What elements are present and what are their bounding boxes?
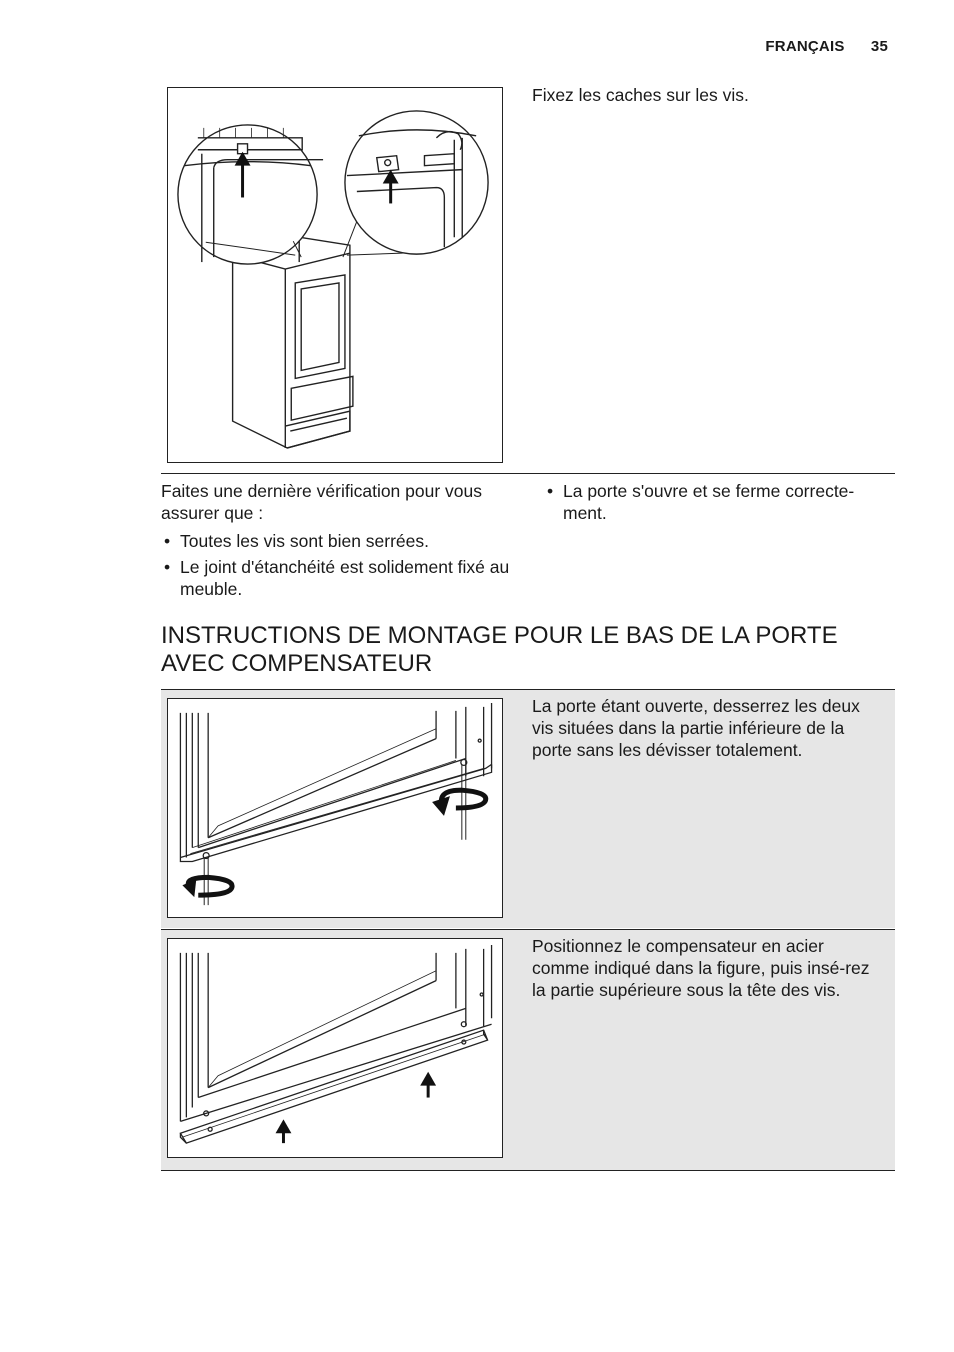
step3-text: Positionnez le compensateur en acier comme indiqué dans la figure, puis insé-rez la partie supérieure sous la tête des vis. [532,936,870,1000]
final-check-left [161,480,511,604]
position-compensator-illustration [168,939,502,1157]
final-check-intro: Faites une dernière vérification pour vous assurer que : [161,481,483,523]
figure-position-compensator [167,938,503,1158]
page-header [765,38,888,55]
page-number: 35 [870,38,888,55]
final-check-list-right [544,480,879,524]
step1-text: Fixez les caches sur les vis. [532,85,749,105]
section-title: INSTRUCTIONS DE MONTAGE POUR LE BAS DE LA PORTE AVEC COMPENSATEUR [161,622,838,677]
language-label: FRANÇAIS [765,38,845,55]
list-item: • Le joint d'étanchéité est solidement fixé au meuble. [161,556,511,600]
figure-loosen-screws [167,698,503,918]
step2-text: La porte étant ouverte, desserrez les deux vis situées dans la partie inférieure de la porte sans les dévisser totalement. [532,696,860,760]
list-item: • La porte s'ouvre et se ferme correcte-ment. [544,480,879,524]
cover-caps-illustration [168,88,502,462]
divider [161,473,895,474]
figure-cover-caps [167,87,503,463]
final-check-list [161,530,511,600]
list-item: • Toutes les vis sont bien serrées. [161,530,511,552]
final-check-right [544,480,879,528]
loosen-screws-illustration [168,699,502,917]
divider [161,1170,895,1171]
